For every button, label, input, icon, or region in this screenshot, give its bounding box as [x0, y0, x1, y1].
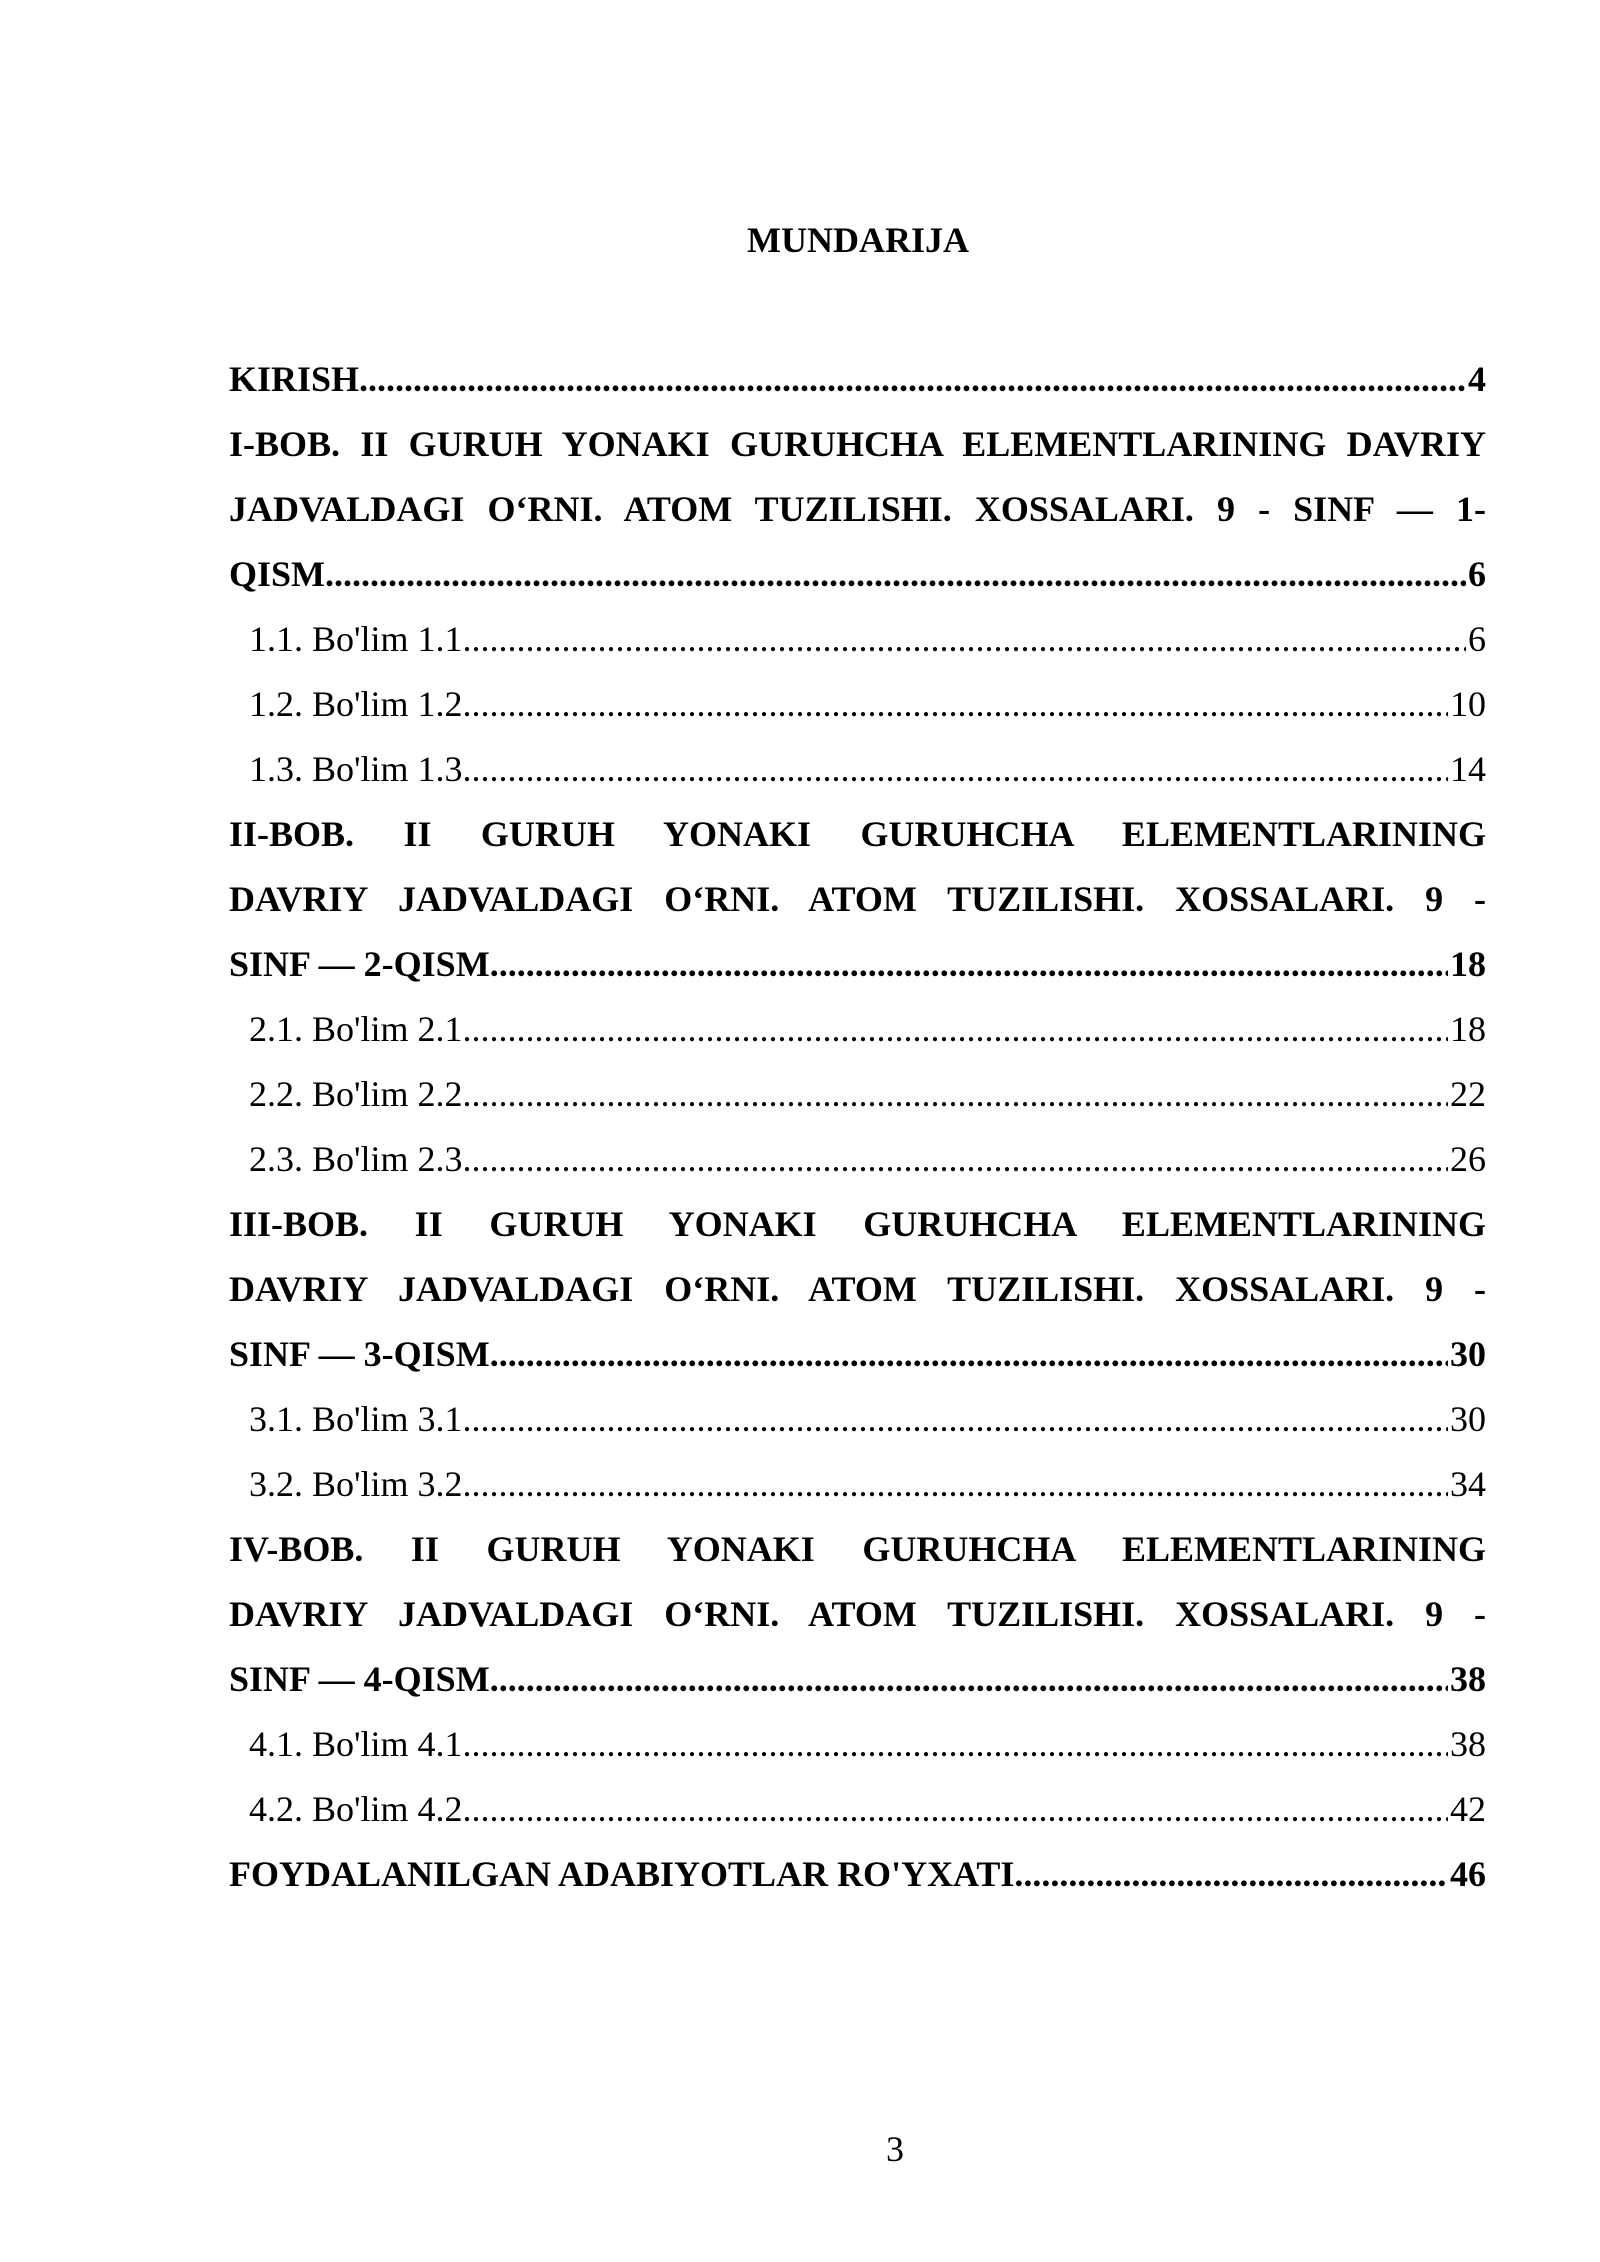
toc-section-entry[interactable] [229, 1452, 1486, 1517]
toc-entry-title-line: I-BOB. II GURUH YONAKI GURUHCHA ELEMENTLARINING DAVRIY [229, 424, 1486, 464]
toc-entry-line [249, 1387, 1486, 1452]
toc-section-entry[interactable] [229, 1777, 1486, 1842]
page-number: 3 [886, 2129, 904, 2169]
toc-entry-page-number: 30 [1450, 1399, 1486, 1439]
toc-entry-line [249, 672, 1486, 737]
toc-entry-line [249, 1712, 1486, 1777]
toc-entry-title: 3.1. Bo'lim 3.1 [249, 1399, 463, 1439]
toc-entry-page-number: 10 [1450, 684, 1486, 724]
dot-leader [325, 542, 1466, 607]
toc-entry-line [229, 932, 1486, 997]
toc-entry-line [249, 1127, 1486, 1192]
toc-entry-page-number: 38 [1450, 1659, 1486, 1699]
toc-entry-page-number: 18 [1450, 1009, 1486, 1049]
toc-entry-page-number: 30 [1450, 1334, 1486, 1374]
toc-entry-title: SINF — 3-QISM [229, 1334, 490, 1374]
toc-chapter-entry[interactable] [229, 802, 1486, 997]
dot-leader [463, 1777, 1448, 1842]
toc-entry-line [249, 1777, 1486, 1842]
dot-leader [463, 1712, 1448, 1777]
toc-section-entry[interactable] [229, 672, 1486, 737]
toc-chapter-entry[interactable] [229, 1517, 1486, 1712]
toc-entry-title: 2.1. Bo'lim 2.1 [249, 1009, 463, 1049]
toc-entry-title-line: DAVRIY JADVALDAGI O‘RNI. ATOM TUZILISHI. XOSSALARI. 9 - [229, 1269, 1486, 1309]
toc-chapter-entry[interactable] [229, 1192, 1486, 1387]
toc-entry-title: 4.1. Bo'lim 4.1 [249, 1724, 463, 1764]
dot-leader [463, 1387, 1448, 1452]
toc-entry-line [249, 607, 1486, 672]
dot-leader [463, 737, 1448, 802]
dot-leader [463, 1127, 1448, 1192]
toc-section-entry[interactable] [229, 737, 1486, 802]
toc-entry-title-line: JADVALDAGI O‘RNI. ATOM TUZILISHI. XOSSALARI. 9 - SINF — 1- [229, 489, 1486, 529]
toc-entry-title-line: III-BOB. II GURUH YONAKI GURUHCHA ELEMENTLARINING [229, 1204, 1486, 1244]
toc-entry-line [249, 1062, 1486, 1127]
toc-entry-title: QISM [229, 554, 326, 594]
page-title: MUNDARIJA [747, 220, 969, 260]
toc-entry-page-number: 6 [1468, 619, 1486, 659]
toc-chapter-entry[interactable] [229, 412, 1486, 607]
toc-entry-title-line: IV-BOB. II GURUH YONAKI GURUHCHA ELEMENTLARINING [229, 1529, 1486, 1569]
toc-entry-title: 3.2. Bo'lim 3.2 [249, 1464, 463, 1504]
toc-entry-line [229, 347, 1486, 412]
toc-entry-page-number: 42 [1450, 1789, 1486, 1829]
dot-leader [463, 1452, 1448, 1517]
toc-entry-line [249, 1452, 1486, 1517]
toc-entry-page-number: 46 [1450, 1854, 1486, 1894]
toc-entry-title: 1.3. Bo'lim 1.3 [249, 749, 463, 789]
toc-entry-page-number: 22 [1450, 1074, 1486, 1114]
toc-section-entry[interactable] [229, 997, 1486, 1062]
dot-leader [490, 1647, 1448, 1712]
dot-leader [490, 932, 1448, 997]
toc-section-entry[interactable] [229, 1127, 1486, 1192]
toc-entry-title: 4.2. Bo'lim 4.2 [249, 1789, 463, 1829]
toc-entry-line [229, 1322, 1486, 1387]
toc-entry-page-number: 4 [1468, 359, 1486, 399]
toc-entry-page-number: 38 [1450, 1724, 1486, 1764]
toc-section-entry[interactable] [229, 1387, 1486, 1452]
toc-chapter-entry[interactable] [229, 1842, 1486, 1907]
toc-entry-title: SINF — 2-QISM [229, 944, 490, 984]
dot-leader [1014, 1842, 1448, 1907]
toc-entry-page-number: 14 [1450, 749, 1486, 789]
dot-leader [463, 1062, 1448, 1127]
toc-entry-page-number: 26 [1450, 1139, 1486, 1179]
toc-chapter-entry[interactable] [229, 347, 1486, 412]
toc-entry-title-line: DAVRIY JADVALDAGI O‘RNI. ATOM TUZILISHI. XOSSALARI. 9 - [229, 1594, 1486, 1634]
toc-entry-title: 1.2. Bo'lim 1.2 [249, 684, 463, 724]
dot-leader [463, 997, 1448, 1062]
toc-entry-title: 2.2. Bo'lim 2.2 [249, 1074, 463, 1114]
toc-section-entry[interactable] [229, 1062, 1486, 1127]
dot-leader [490, 1322, 1448, 1387]
toc-entry-title-line: DAVRIY JADVALDAGI O‘RNI. ATOM TUZILISHI. XOSSALARI. 9 - [229, 879, 1486, 919]
dot-leader [359, 347, 1466, 412]
toc-entry-page-number: 6 [1468, 554, 1486, 594]
toc-entry-title: SINF — 4-QISM [229, 1659, 490, 1699]
toc-entry-line [229, 542, 1486, 607]
toc-entry-line [229, 1647, 1486, 1712]
toc-entry-page-number: 34 [1450, 1464, 1486, 1504]
toc-section-entry[interactable] [229, 1712, 1486, 1777]
toc-entry-line [249, 997, 1486, 1062]
toc-entry-line [249, 737, 1486, 802]
toc-entry-page-number: 18 [1450, 944, 1486, 984]
toc-entry-title: 1.1. Bo'lim 1.1 [249, 619, 463, 659]
toc-entry-title: KIRISH [229, 359, 360, 399]
toc-entry-title: FOYDALANILGAN ADABIYOTLAR RO'YXATI [229, 1854, 1015, 1894]
table-of-contents [229, 347, 1486, 1907]
toc-entry-line [229, 1842, 1486, 1907]
dot-leader [463, 607, 1466, 672]
toc-entry-title: 2.3. Bo'lim 2.3 [249, 1139, 463, 1179]
dot-leader [463, 672, 1448, 737]
toc-entry-title-line: II-BOB. II GURUH YONAKI GURUHCHA ELEMENTLARINING [229, 814, 1486, 854]
toc-section-entry[interactable] [229, 607, 1486, 672]
